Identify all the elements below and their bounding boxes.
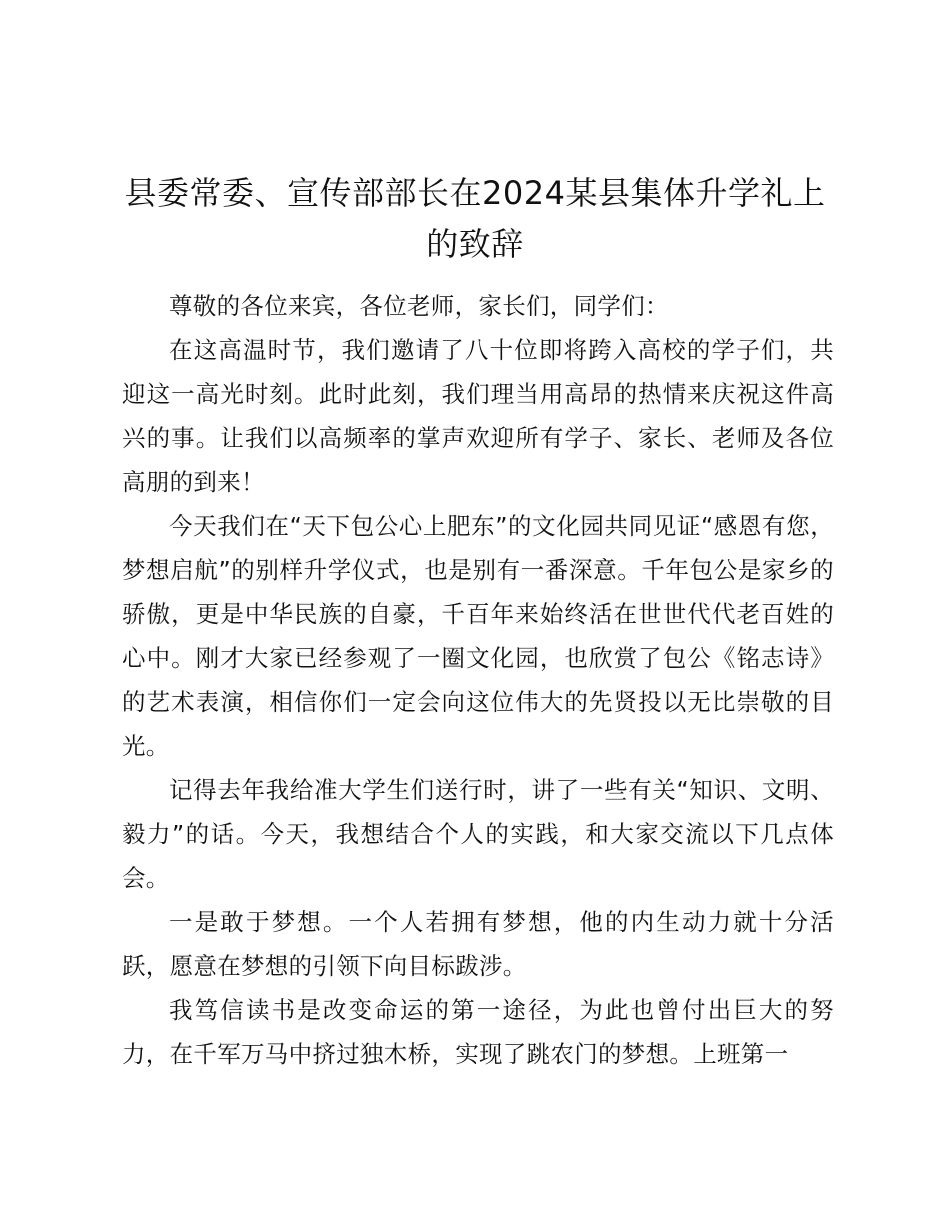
document-body bbox=[122, 284, 834, 1076]
paragraph: 今天我们在“天下包公心上肥东”的文化园共同见证“感恩有您，梦想启航”的别样升学仪式，也是别有一番深意。千年包公是家乡的骄傲，更是中华民族的自豪，千百年来始终活在世世代代老百姓的心中。刚才大家已经参观了一圈文化园，也欣赏了包公《铭志诗》的艺术表演，相信你们一定会向这位伟大的先贤投以无比崇敬的目光。 bbox=[122, 512, 834, 760]
paragraph: 我笃信读书是改变命运的第一途径，为此也曾付出巨大的努力，在千军万马中挤过独木桥，实现了跳农门的梦想。上班第一 bbox=[122, 996, 834, 1068]
paragraph: 在这高温时节，我们邀请了八十位即将跨入高校的学子们，共迎这一高光时刻。此时此刻，我们理当用高昂的热情来庆祝这件高兴的事。让我们以高频率的掌声欢迎所有学子、家长、老师及各位高朋的到来！ bbox=[122, 336, 834, 496]
paragraph: 一是敢于梦想。一个人若拥有梦想，他的内生动力就十分活跃，愿意在梦想的引领下向目标跋涉。 bbox=[122, 908, 834, 980]
document-title: 县委常委、宣传部部长在2024某县集体升学礼上的致辞 bbox=[124, 174, 826, 263]
paragraph-salutation: 尊敬的各位来宾，各位老师，家长们，同学们： bbox=[169, 292, 669, 320]
paragraph: 记得去年我给准大学生们送行时，讲了一些有关“知识、文明、毅力”的话。今天，我想结合个人的实践，和大家交流以下几点体会。 bbox=[122, 776, 834, 892]
